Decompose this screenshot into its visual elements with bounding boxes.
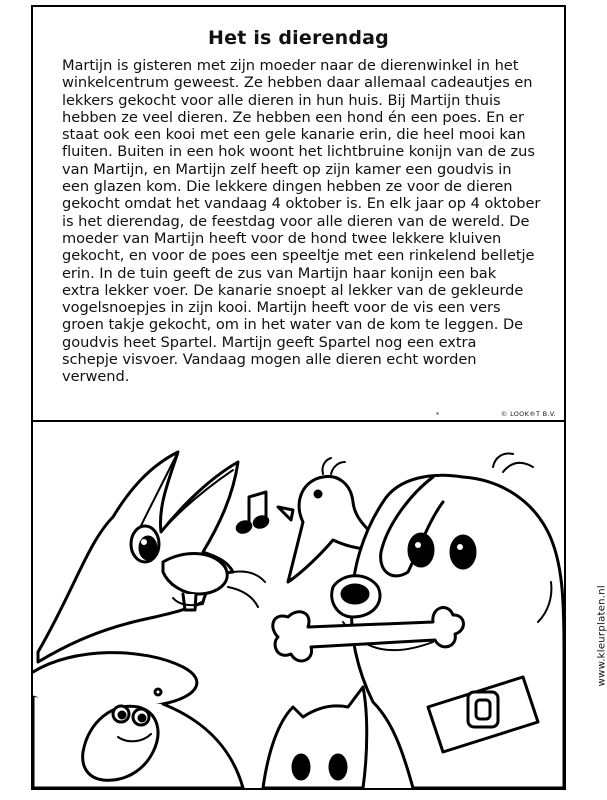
- story-line: is het dierendag, de feestdag voor alle dieren van de wereld. De: [62, 212, 530, 230]
- story-line: fluiten. Buiten in een hok woont het lichtbruine konijn van de zus: [62, 143, 535, 161]
- story-line: groen takje gekocht, om in het water van de kom te leggen. De: [62, 316, 524, 334]
- story-panel: [33, 7, 564, 422]
- copyright-notice: © LOOK®T B.V.: [500, 410, 556, 418]
- coloring-picture: [33, 422, 564, 788]
- story-line: gekocht, en voor de poes een speeltje met een rinkelend belletje: [62, 247, 535, 265]
- story-line: gekocht omdat het vandaag 4 oktober is. En elk jaar op 4 oktober: [62, 195, 541, 213]
- story-line: extra lekker voer. De kanarie snoept al lekker van de gekleurde: [62, 281, 524, 299]
- story-line: van Martijn, en Martijn zelf heeft op zijn kamer een goudvis in: [62, 160, 512, 178]
- story-line: staat ook een kooi met een gele kanarie erin, die heel mooi kan: [62, 126, 526, 144]
- website-watermark: www.kleurplaten.nl: [596, 585, 607, 687]
- story-line: verwend.: [62, 368, 130, 386]
- music-note-drawing: [236, 492, 270, 534]
- coloring-illustration: [33, 422, 564, 788]
- story-line: winkelcentrum geweest. Ze hebben daar allemaal cadeautjes en: [62, 74, 533, 92]
- cat-drawing: [263, 687, 367, 788]
- rabbit-drawing: [38, 452, 265, 662]
- story-line: vogelsnoepjes in zijn kooi. Martijn heeft voor de vis een vers: [62, 299, 501, 317]
- page-frame: [31, 5, 566, 790]
- story-text: [62, 57, 546, 386]
- story-line: schepje visvoer. Vandaag mogen alle dieren echt worden: [62, 351, 477, 369]
- story-line: Martijn is gisteren met zijn moeder naar de dierenwinkel in het: [62, 57, 519, 74]
- story-line: lekkers gekocht voor alle dieren in hun huis. Bij Martijn thuis: [62, 91, 501, 109]
- story-line: goudvis heet Spartel. Martijn geeft Spartel nog een extra: [62, 333, 477, 351]
- story-line: moeder van Martijn heeft voor de hond twee lekkere kluiven: [62, 229, 502, 247]
- page-title: Het is dierendag: [208, 27, 389, 49]
- speck: [436, 412, 439, 415]
- story-line: een glazen kom. Die lekkere dingen hebben ze voor de dieren: [62, 178, 513, 196]
- story-line: erin. In de tuin geeft de zus van Martijn haar konijn een bak: [62, 264, 497, 282]
- story-line: hebben ze veel dieren. Ze hebben een hond én een poes. En er: [62, 108, 524, 126]
